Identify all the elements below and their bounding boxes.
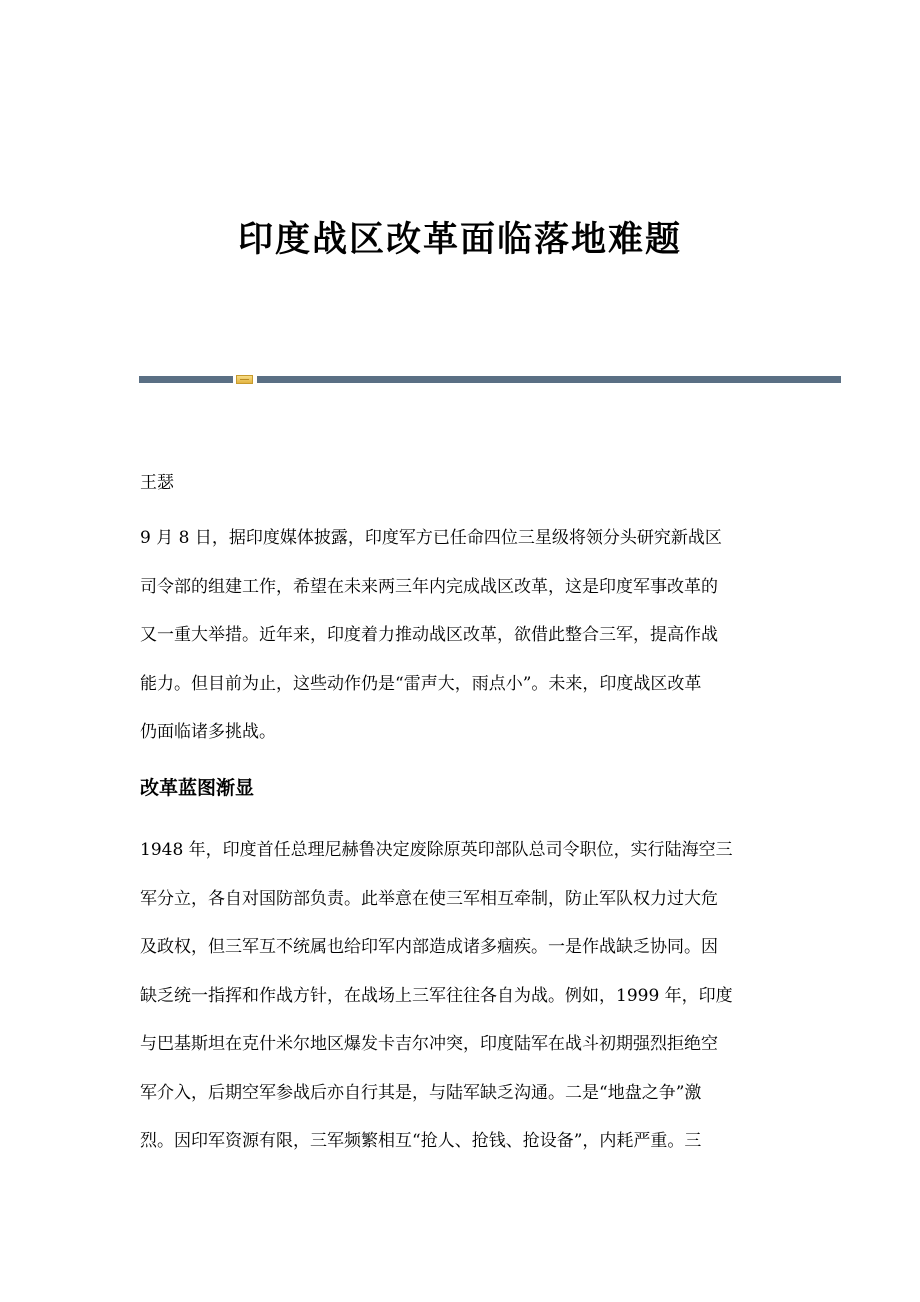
paragraph-line: 又一重大举措。近年来，印度着力推动战区改革，欲借此整合三军，提高作战 (140, 625, 718, 645)
paragraph-line: 军分立，各自对国防部负责。此举意在使三军相互牵制，防止军队权力过大危 (140, 888, 718, 909)
divider-emblem-icon (236, 375, 253, 384)
paragraph-line: 军介入，后期空军参战后亦自行其是，与陆军缺乏沟通。二是“地盘之争”激 (140, 1082, 702, 1103)
document-title: 印度战区改革面临落地难题 (237, 219, 682, 260)
paragraph-line: 仍面临诸多挑战。 (140, 722, 276, 742)
paragraph-line: 9 月 8 日，据印度媒体披露，印度军方已任命四位三星级将领分头研究新战区 (140, 528, 722, 548)
body-paragraph (140, 826, 776, 1166)
paragraph-line: 司令部的组建工作，希望在未来两三年内完成战区改革，这是印度军事改革的 (140, 576, 718, 597)
paragraph-line: 与巴基斯坦在克什米尔地区爆发卡吉尔冲突，印度陆军在战斗初期强烈拒绝空 (140, 1034, 718, 1054)
divider-bar-left (139, 376, 233, 383)
title-divider (139, 375, 841, 384)
author-name: 王瑟 (140, 473, 174, 493)
paragraph-line: 缺乏统一指挥和作战方针，在战场上三军往往各自为战。例如，1999 年，印度 (140, 985, 733, 1006)
paragraph-line: 能力。但目前为止，这些动作仍是“雷声大，雨点小”。未来，印度战区改革 (140, 673, 702, 694)
intro-paragraph (140, 514, 776, 757)
paragraph-line: 1948 年，印度首任总理尼赫鲁决定废除原英印部队总司令职位，实行陆海空三 (140, 840, 733, 860)
paragraph-line: 烈。因印军资源有限，三军频繁相互“抢人、抢钱、抢设备”，内耗严重。三 (140, 1131, 702, 1151)
divider-bar-right (257, 376, 841, 383)
section-heading: 改革蓝图渐显 (140, 777, 255, 799)
paragraph-line: 及政权，但三军互不统属也给印军内部造成诸多痼疾。一是作战缺乏协同。因 (140, 937, 718, 957)
